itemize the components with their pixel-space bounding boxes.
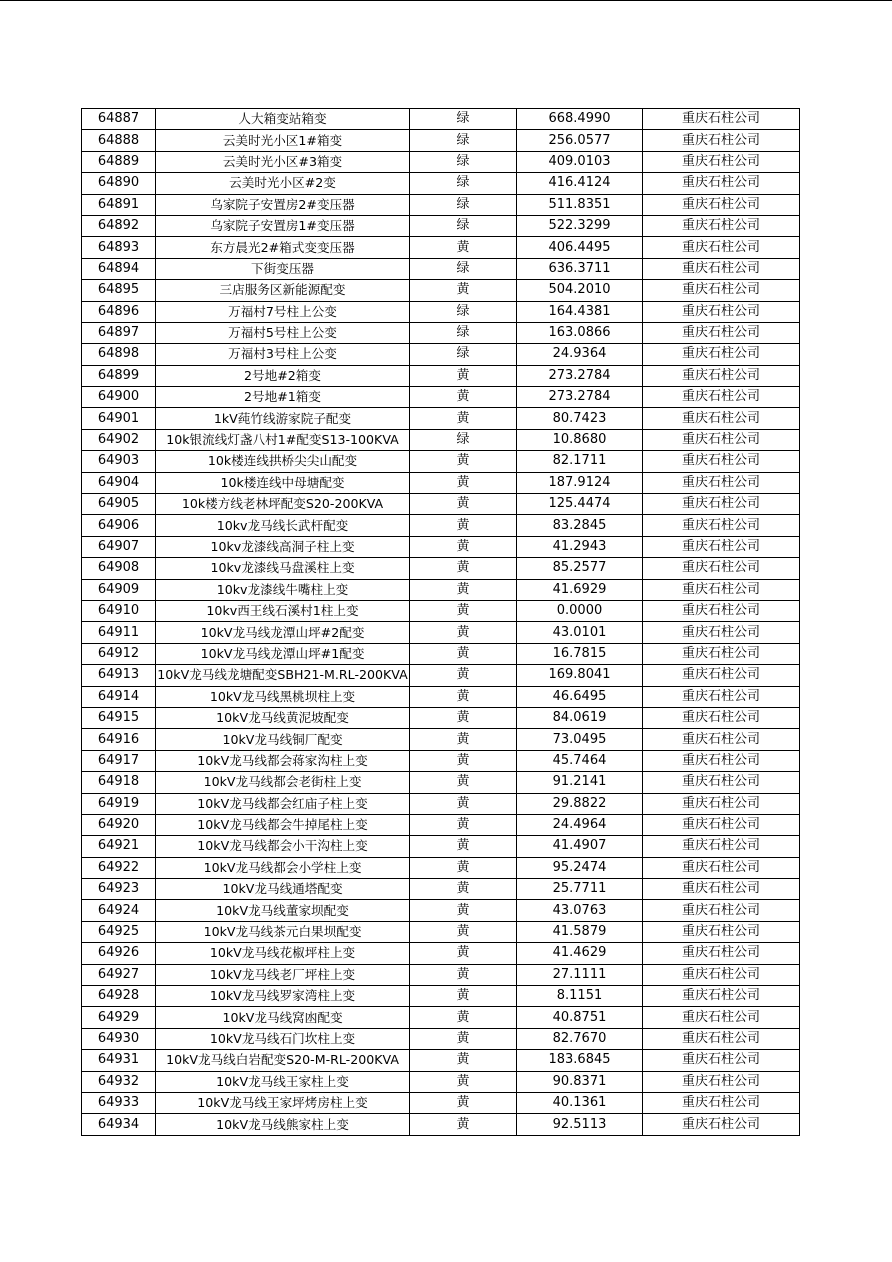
company-cell: 重庆石柱公司	[643, 109, 800, 130]
name-cell: 10kv龙漆线高洞子柱上变	[156, 536, 410, 557]
id-cell: 64918	[82, 772, 156, 793]
level-cell: 黄	[410, 600, 517, 621]
level-cell: 绿	[410, 322, 517, 343]
value-cell: 163.0866	[517, 322, 643, 343]
value-cell: 169.8041	[517, 665, 643, 686]
name-cell: 10kV龙马线都会小学柱上变	[156, 857, 410, 878]
value-cell: 183.6845	[517, 1050, 643, 1071]
value-cell: 406.4495	[517, 237, 643, 258]
table-row	[82, 964, 800, 985]
company-cell: 重庆石柱公司	[643, 408, 800, 429]
id-cell: 64904	[82, 472, 156, 493]
value-cell: 187.9124	[517, 472, 643, 493]
level-cell: 黄	[410, 494, 517, 515]
table-row	[82, 665, 800, 686]
table-row	[82, 194, 800, 215]
id-cell: 64928	[82, 986, 156, 1007]
name-cell: 10kV龙马线龙塘配变SBH21-M.RL-200KVA	[156, 665, 410, 686]
id-cell: 64906	[82, 515, 156, 536]
value-cell: 85.2577	[517, 558, 643, 579]
table-row	[82, 857, 800, 878]
id-cell: 64890	[82, 173, 156, 194]
company-cell: 重庆石柱公司	[643, 1050, 800, 1071]
company-cell: 重庆石柱公司	[643, 879, 800, 900]
id-cell: 64919	[82, 793, 156, 814]
level-cell: 黄	[410, 280, 517, 301]
value-cell: 40.1361	[517, 1092, 643, 1113]
name-cell: 10k银流线灯盏八村1#配变S13-100KVA	[156, 429, 410, 450]
value-cell: 46.6495	[517, 686, 643, 707]
company-cell: 重庆石柱公司	[643, 793, 800, 814]
company-cell: 重庆石柱公司	[643, 151, 800, 172]
value-cell: 24.9364	[517, 344, 643, 365]
table-row	[82, 729, 800, 750]
table-row	[82, 215, 800, 236]
table-row	[82, 536, 800, 557]
level-cell: 黄	[410, 1092, 517, 1113]
level-cell: 黄	[410, 1007, 517, 1028]
value-cell: 511.8351	[517, 194, 643, 215]
level-cell: 黄	[410, 793, 517, 814]
table-row	[82, 707, 800, 728]
level-cell: 绿	[410, 130, 517, 151]
company-cell: 重庆石柱公司	[643, 1092, 800, 1113]
company-cell: 重庆石柱公司	[643, 215, 800, 236]
level-cell: 绿	[410, 429, 517, 450]
id-cell: 64932	[82, 1071, 156, 1092]
company-cell: 重庆石柱公司	[643, 943, 800, 964]
name-cell: 10kv龙漆线马盘溪柱上变	[156, 558, 410, 579]
id-cell: 64913	[82, 665, 156, 686]
level-cell: 黄	[410, 643, 517, 664]
company-cell: 重庆石柱公司	[643, 173, 800, 194]
value-cell: 273.2784	[517, 365, 643, 386]
value-cell: 0.0000	[517, 600, 643, 621]
company-cell: 重庆石柱公司	[643, 707, 800, 728]
id-cell: 64899	[82, 365, 156, 386]
name-cell: 10k楼连线拱桥尖尖山配变	[156, 451, 410, 472]
table-row	[82, 814, 800, 835]
level-cell: 黄	[410, 536, 517, 557]
company-cell: 重庆石柱公司	[643, 772, 800, 793]
company-cell: 重庆石柱公司	[643, 194, 800, 215]
id-cell: 64895	[82, 280, 156, 301]
table-row	[82, 600, 800, 621]
name-cell: 云美时光小区1#箱变	[156, 130, 410, 151]
company-cell: 重庆石柱公司	[643, 472, 800, 493]
value-cell: 125.4474	[517, 494, 643, 515]
company-cell: 重庆石柱公司	[643, 921, 800, 942]
name-cell: 10kV龙马线王家柱上变	[156, 1071, 410, 1092]
id-cell: 64902	[82, 429, 156, 450]
table-row	[82, 109, 800, 130]
id-cell: 64901	[82, 408, 156, 429]
id-cell: 64922	[82, 857, 156, 878]
name-cell: 万福村5号柱上公变	[156, 322, 410, 343]
table-row	[82, 1071, 800, 1092]
id-cell: 64897	[82, 322, 156, 343]
value-cell: 84.0619	[517, 707, 643, 728]
level-cell: 黄	[410, 472, 517, 493]
id-cell: 64924	[82, 900, 156, 921]
name-cell: 10kV龙马线都会蒋家沟柱上变	[156, 750, 410, 771]
company-cell: 重庆石柱公司	[643, 301, 800, 322]
table-row	[82, 836, 800, 857]
id-cell: 64912	[82, 643, 156, 664]
company-cell: 重庆石柱公司	[643, 1007, 800, 1028]
value-cell: 82.1711	[517, 451, 643, 472]
level-cell: 绿	[410, 258, 517, 279]
company-cell: 重庆石柱公司	[643, 600, 800, 621]
level-cell: 黄	[410, 451, 517, 472]
table-row	[82, 579, 800, 600]
id-cell: 64925	[82, 921, 156, 942]
level-cell: 绿	[410, 151, 517, 172]
level-cell: 黄	[410, 900, 517, 921]
name-cell: 东方晨光2#箱式变变压器	[156, 237, 410, 258]
id-cell: 64888	[82, 130, 156, 151]
value-cell: 45.7464	[517, 750, 643, 771]
company-cell: 重庆石柱公司	[643, 130, 800, 151]
company-cell: 重庆石柱公司	[643, 451, 800, 472]
name-cell: 10kV龙马线熊家柱上变	[156, 1114, 410, 1135]
value-cell: 16.7815	[517, 643, 643, 664]
id-cell: 64893	[82, 237, 156, 258]
name-cell: 10kV龙马线都会小干沟柱上变	[156, 836, 410, 857]
id-cell: 64914	[82, 686, 156, 707]
company-cell: 重庆石柱公司	[643, 344, 800, 365]
company-cell: 重庆石柱公司	[643, 558, 800, 579]
level-cell: 黄	[410, 665, 517, 686]
company-cell: 重庆石柱公司	[643, 986, 800, 1007]
table-row	[82, 558, 800, 579]
name-cell: 10kV龙马线窝凼配变	[156, 1007, 410, 1028]
table-row	[82, 1028, 800, 1049]
company-cell: 重庆石柱公司	[643, 900, 800, 921]
company-cell: 重庆石柱公司	[643, 686, 800, 707]
name-cell: 10kv龙漆线牛嘴柱上变	[156, 579, 410, 600]
id-cell: 64933	[82, 1092, 156, 1113]
company-cell: 重庆石柱公司	[643, 536, 800, 557]
value-cell: 80.7423	[517, 408, 643, 429]
name-cell: 10kV龙马线龙潭山坪#2配变	[156, 622, 410, 643]
company-cell: 重庆石柱公司	[643, 857, 800, 878]
name-cell: 10kV龙马线茶元白果坝配变	[156, 921, 410, 942]
level-cell: 黄	[410, 729, 517, 750]
value-cell: 43.0763	[517, 900, 643, 921]
level-cell: 黄	[410, 1071, 517, 1092]
name-cell: 人大箱变站箱变	[156, 109, 410, 130]
value-cell: 256.0577	[517, 130, 643, 151]
level-cell: 黄	[410, 1028, 517, 1049]
level-cell: 黄	[410, 814, 517, 835]
value-cell: 504.2010	[517, 280, 643, 301]
table-row	[82, 130, 800, 151]
level-cell: 黄	[410, 387, 517, 408]
name-cell: 10kV龙马线老厂坪柱上变	[156, 964, 410, 985]
table-row	[82, 173, 800, 194]
company-cell: 重庆石柱公司	[643, 1028, 800, 1049]
name-cell: 2号地#2箱变	[156, 365, 410, 386]
name-cell: 万福村3号柱上公变	[156, 344, 410, 365]
id-cell: 64923	[82, 879, 156, 900]
level-cell: 黄	[410, 921, 517, 942]
id-cell: 64934	[82, 1114, 156, 1135]
id-cell: 64889	[82, 151, 156, 172]
level-cell: 绿	[410, 173, 517, 194]
id-cell: 64903	[82, 451, 156, 472]
name-cell: 10kv西王线石溪村1柱上变	[156, 600, 410, 621]
company-cell: 重庆石柱公司	[643, 836, 800, 857]
value-cell: 29.8822	[517, 793, 643, 814]
value-cell: 409.0103	[517, 151, 643, 172]
table-row	[82, 1092, 800, 1113]
level-cell: 绿	[410, 301, 517, 322]
name-cell: 10kV龙马线罗家湾柱上变	[156, 986, 410, 1007]
value-cell: 41.4907	[517, 836, 643, 857]
level-cell: 黄	[410, 237, 517, 258]
name-cell: 10kv龙马线长武杆配变	[156, 515, 410, 536]
table-row	[82, 408, 800, 429]
level-cell: 黄	[410, 1050, 517, 1071]
company-cell: 重庆石柱公司	[643, 579, 800, 600]
table-row	[82, 301, 800, 322]
company-cell: 重庆石柱公司	[643, 322, 800, 343]
name-cell: 10kV龙马线石门坎柱上变	[156, 1028, 410, 1049]
company-cell: 重庆石柱公司	[643, 665, 800, 686]
value-cell: 416.4124	[517, 173, 643, 194]
name-cell: 10kV龙马线龙潭山坪#1配变	[156, 643, 410, 664]
company-cell: 重庆石柱公司	[643, 750, 800, 771]
value-cell: 668.4990	[517, 109, 643, 130]
table-row	[82, 280, 800, 301]
table-row	[82, 900, 800, 921]
value-cell: 27.1111	[517, 964, 643, 985]
value-cell: 91.2141	[517, 772, 643, 793]
value-cell: 636.3711	[517, 258, 643, 279]
level-cell: 绿	[410, 194, 517, 215]
id-cell: 64887	[82, 109, 156, 130]
name-cell: 10kV龙马线白岩配变S20-M-RL-200KVA	[156, 1050, 410, 1071]
value-cell: 90.8371	[517, 1071, 643, 1092]
company-cell: 重庆石柱公司	[643, 643, 800, 664]
company-cell: 重庆石柱公司	[643, 964, 800, 985]
id-cell: 64908	[82, 558, 156, 579]
id-cell: 64931	[82, 1050, 156, 1071]
id-cell: 64891	[82, 194, 156, 215]
level-cell: 黄	[410, 986, 517, 1007]
value-cell: 8.1151	[517, 986, 643, 1007]
value-cell: 24.4964	[517, 814, 643, 835]
id-cell: 64921	[82, 836, 156, 857]
name-cell: 云美时光小区#2变	[156, 173, 410, 194]
level-cell: 黄	[410, 515, 517, 536]
table-row	[82, 1007, 800, 1028]
table-row	[82, 451, 800, 472]
value-cell: 92.5113	[517, 1114, 643, 1135]
name-cell: 10kV龙马线董家坝配变	[156, 900, 410, 921]
level-cell: 绿	[410, 215, 517, 236]
value-cell: 43.0101	[517, 622, 643, 643]
table-row	[82, 921, 800, 942]
name-cell: 乌家院子安置房1#变压器	[156, 215, 410, 236]
level-cell: 黄	[410, 558, 517, 579]
table-row	[82, 879, 800, 900]
table-row	[82, 237, 800, 258]
name-cell: 下街变压器	[156, 258, 410, 279]
value-cell: 95.2474	[517, 857, 643, 878]
id-cell: 64915	[82, 707, 156, 728]
table-row	[82, 258, 800, 279]
name-cell: 10kV龙马线都会红庙子柱上变	[156, 793, 410, 814]
id-cell: 64916	[82, 729, 156, 750]
id-cell: 64896	[82, 301, 156, 322]
name-cell: 10kV龙马线黄泥坡配变	[156, 707, 410, 728]
name-cell: 万福村7号柱上公变	[156, 301, 410, 322]
name-cell: 1kV莼竹线游家院子配变	[156, 408, 410, 429]
value-cell: 82.7670	[517, 1028, 643, 1049]
name-cell: 云美时光小区#3箱变	[156, 151, 410, 172]
level-cell: 黄	[410, 772, 517, 793]
id-cell: 64929	[82, 1007, 156, 1028]
table-row	[82, 643, 800, 664]
data-table	[81, 108, 800, 1136]
value-cell: 41.4629	[517, 943, 643, 964]
level-cell: 黄	[410, 836, 517, 857]
level-cell: 黄	[410, 622, 517, 643]
value-cell: 10.8680	[517, 429, 643, 450]
name-cell: 10kV龙马线王家坪烤房柱上变	[156, 1092, 410, 1113]
company-cell: 重庆石柱公司	[643, 429, 800, 450]
company-cell: 重庆石柱公司	[643, 729, 800, 750]
table-row	[82, 750, 800, 771]
id-cell: 64920	[82, 814, 156, 835]
name-cell: 10k楼连线中母塘配变	[156, 472, 410, 493]
company-cell: 重庆石柱公司	[643, 365, 800, 386]
id-cell: 64892	[82, 215, 156, 236]
company-cell: 重庆石柱公司	[643, 387, 800, 408]
value-cell: 41.6929	[517, 579, 643, 600]
name-cell: 10k楼方线老林坪配变S20-200KVA	[156, 494, 410, 515]
value-cell: 25.7711	[517, 879, 643, 900]
table-row	[82, 772, 800, 793]
id-cell: 64910	[82, 600, 156, 621]
level-cell: 黄	[410, 857, 517, 878]
level-cell: 黄	[410, 750, 517, 771]
table-row	[82, 494, 800, 515]
company-cell: 重庆石柱公司	[643, 237, 800, 258]
company-cell: 重庆石柱公司	[643, 622, 800, 643]
id-cell: 64900	[82, 387, 156, 408]
value-cell: 273.2784	[517, 387, 643, 408]
level-cell: 黄	[410, 365, 517, 386]
id-cell: 64926	[82, 943, 156, 964]
level-cell: 黄	[410, 964, 517, 985]
level-cell: 黄	[410, 408, 517, 429]
table-row	[82, 344, 800, 365]
table-row	[82, 365, 800, 386]
company-cell: 重庆石柱公司	[643, 258, 800, 279]
table-row	[82, 472, 800, 493]
level-cell: 绿	[410, 109, 517, 130]
name-cell: 乌家院子安置房2#变压器	[156, 194, 410, 215]
id-cell: 64911	[82, 622, 156, 643]
table-row	[82, 387, 800, 408]
table-row	[82, 986, 800, 1007]
level-cell: 黄	[410, 879, 517, 900]
company-cell: 重庆石柱公司	[643, 814, 800, 835]
value-cell: 164.4381	[517, 301, 643, 322]
table-row	[82, 429, 800, 450]
level-cell: 黄	[410, 707, 517, 728]
company-cell: 重庆石柱公司	[643, 1114, 800, 1135]
id-cell: 64917	[82, 750, 156, 771]
level-cell: 黄	[410, 686, 517, 707]
id-cell: 64894	[82, 258, 156, 279]
level-cell: 黄	[410, 579, 517, 600]
value-cell: 73.0495	[517, 729, 643, 750]
value-cell: 522.3299	[517, 215, 643, 236]
table-row	[82, 1050, 800, 1071]
table-body	[82, 109, 800, 1136]
value-cell: 83.2845	[517, 515, 643, 536]
level-cell: 绿	[410, 344, 517, 365]
table-row	[82, 515, 800, 536]
id-cell: 64905	[82, 494, 156, 515]
table-row	[82, 943, 800, 964]
level-cell: 黄	[410, 1114, 517, 1135]
value-cell: 40.8751	[517, 1007, 643, 1028]
value-cell: 41.5879	[517, 921, 643, 942]
table-row	[82, 151, 800, 172]
table-row	[82, 322, 800, 343]
name-cell: 三店服务区新能源配变	[156, 280, 410, 301]
id-cell: 64898	[82, 344, 156, 365]
table-row	[82, 686, 800, 707]
value-cell: 41.2943	[517, 536, 643, 557]
id-cell: 64909	[82, 579, 156, 600]
id-cell: 64927	[82, 964, 156, 985]
page-top-border	[0, 0, 892, 1]
company-cell: 重庆石柱公司	[643, 1071, 800, 1092]
id-cell: 64907	[82, 536, 156, 557]
company-cell: 重庆石柱公司	[643, 515, 800, 536]
name-cell: 2号地#1箱变	[156, 387, 410, 408]
name-cell: 10kV龙马线铜厂配变	[156, 729, 410, 750]
name-cell: 10kV龙马线都会牛掉尾柱上变	[156, 814, 410, 835]
company-cell: 重庆石柱公司	[643, 494, 800, 515]
id-cell: 64930	[82, 1028, 156, 1049]
table-row	[82, 1114, 800, 1135]
name-cell: 10kV龙马线花椒坪柱上变	[156, 943, 410, 964]
level-cell: 黄	[410, 943, 517, 964]
name-cell: 10kV龙马线通塔配变	[156, 879, 410, 900]
company-cell: 重庆石柱公司	[643, 280, 800, 301]
table-row	[82, 793, 800, 814]
table-row	[82, 622, 800, 643]
name-cell: 10kV龙马线黑桃坝柱上变	[156, 686, 410, 707]
name-cell: 10kV龙马线都会老街柱上变	[156, 772, 410, 793]
